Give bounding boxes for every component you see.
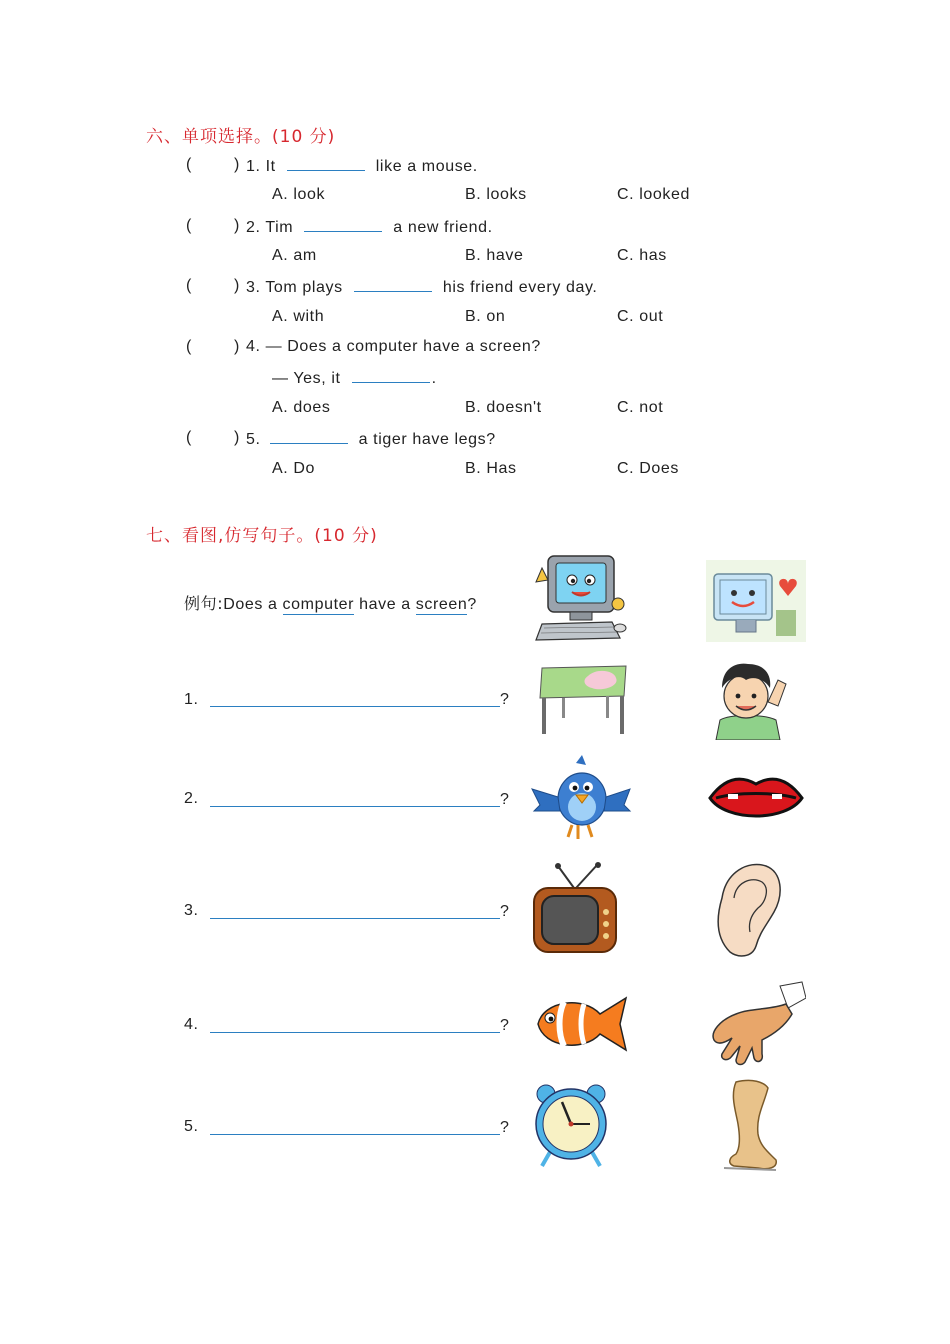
answer-line-5[interactable]	[210, 1134, 500, 1135]
question-4	[246, 338, 541, 356]
example-underlined-word: computer	[282, 596, 355, 613]
item-3-number: 3.	[184, 902, 199, 919]
television-picture	[532, 862, 618, 958]
item-1-number: 1.	[184, 691, 199, 708]
fish-picture	[534, 990, 630, 1058]
question-2	[246, 217, 493, 237]
question-text: a new friend.	[393, 219, 493, 236]
option-a[interactable]: A. with	[272, 308, 325, 325]
answer-blank[interactable]	[270, 429, 348, 444]
answer-paren-close: )	[234, 156, 240, 173]
answer-paren-close: )	[234, 277, 240, 294]
bird-picture	[530, 753, 632, 845]
answer-paren-open: (	[186, 156, 192, 173]
question-text: — Does a computer have a screen?	[265, 338, 541, 355]
section-6-title: 六、单项选择。(10 分)	[146, 127, 336, 147]
option-c[interactable]: C. not	[617, 399, 664, 416]
answer-line-4[interactable]	[210, 1032, 500, 1033]
clock-picture	[532, 1084, 610, 1168]
answer-line-2[interactable]	[210, 806, 500, 807]
boy-pointing-ear-picture	[706, 658, 790, 740]
answer-paren-close: )	[234, 338, 240, 355]
answer-paren-close: )	[234, 217, 240, 234]
answer-line-3[interactable]	[210, 918, 500, 919]
hand-picture	[706, 980, 806, 1068]
answer-paren-close: )	[234, 429, 240, 446]
question-1	[246, 156, 478, 176]
option-c[interactable]: C. Does	[617, 460, 679, 477]
item-question-mark: ?	[500, 1119, 510, 1136]
answer-paren-open: (	[186, 217, 192, 234]
question-number: 2.	[246, 219, 261, 236]
example-sentence	[184, 591, 477, 614]
example-word: Does a	[223, 596, 278, 613]
question-text: a tiger have legs?	[358, 431, 496, 448]
example-label: 例句:	[184, 594, 224, 613]
question-number: 4.	[246, 338, 261, 355]
ear-picture	[712, 858, 784, 960]
monitor-picture	[706, 560, 806, 642]
question-text: — Yes, it	[272, 370, 341, 387]
option-c[interactable]: C. looked	[617, 186, 690, 203]
question-text: like a mouse.	[375, 158, 478, 175]
answer-blank[interactable]	[354, 277, 432, 292]
answer-blank[interactable]	[352, 368, 430, 383]
option-b[interactable]: B. on	[465, 308, 506, 325]
answer-paren-open: (	[186, 277, 192, 294]
option-a[interactable]: A. look	[272, 186, 326, 203]
option-a[interactable]: A. am	[272, 247, 317, 264]
answer-blank[interactable]	[287, 156, 365, 171]
option-b[interactable]: B. have	[465, 247, 524, 264]
question-text: Tom plays	[265, 279, 343, 296]
question-text: his friend every day.	[442, 279, 598, 296]
option-a[interactable]: A. does	[272, 399, 331, 416]
table-picture	[536, 662, 632, 738]
item-5-number: 5.	[184, 1118, 199, 1135]
example-word: ?	[467, 596, 477, 613]
option-c[interactable]: C. out	[617, 308, 664, 325]
computer-picture	[530, 552, 630, 644]
item-4-number: 4.	[184, 1016, 199, 1033]
option-b[interactable]: B. looks	[465, 186, 527, 203]
section-7-title: 七、看图,仿写句子。(10 分)	[146, 526, 378, 546]
item-question-mark: ?	[500, 691, 510, 708]
example-word: have a	[359, 596, 411, 613]
example-underlined-word: screen	[415, 596, 468, 613]
question-text: .	[431, 370, 437, 387]
leg-picture	[706, 1078, 782, 1174]
item-question-mark: ?	[500, 903, 510, 920]
question-text: It	[265, 158, 276, 175]
answer-line-1[interactable]	[210, 706, 500, 707]
question-number: 5.	[246, 431, 261, 448]
question-number: 1.	[246, 158, 261, 175]
item-question-mark: ?	[500, 1017, 510, 1034]
item-question-mark: ?	[500, 791, 510, 808]
option-b[interactable]: B. Has	[465, 460, 517, 477]
question-4-line-2	[272, 368, 437, 388]
answer-paren-open: (	[186, 338, 192, 355]
question-number: 3.	[246, 279, 261, 296]
option-c[interactable]: C. has	[617, 247, 667, 264]
option-a[interactable]: A. Do	[272, 460, 316, 477]
mouth-picture	[706, 770, 806, 828]
question-text: Tim	[265, 219, 294, 236]
answer-paren-open: (	[186, 429, 192, 446]
option-b[interactable]: B. doesn't	[465, 399, 542, 416]
question-3	[246, 277, 597, 297]
item-2-number: 2.	[184, 790, 199, 807]
answer-blank[interactable]	[304, 217, 382, 232]
question-5	[246, 429, 496, 449]
